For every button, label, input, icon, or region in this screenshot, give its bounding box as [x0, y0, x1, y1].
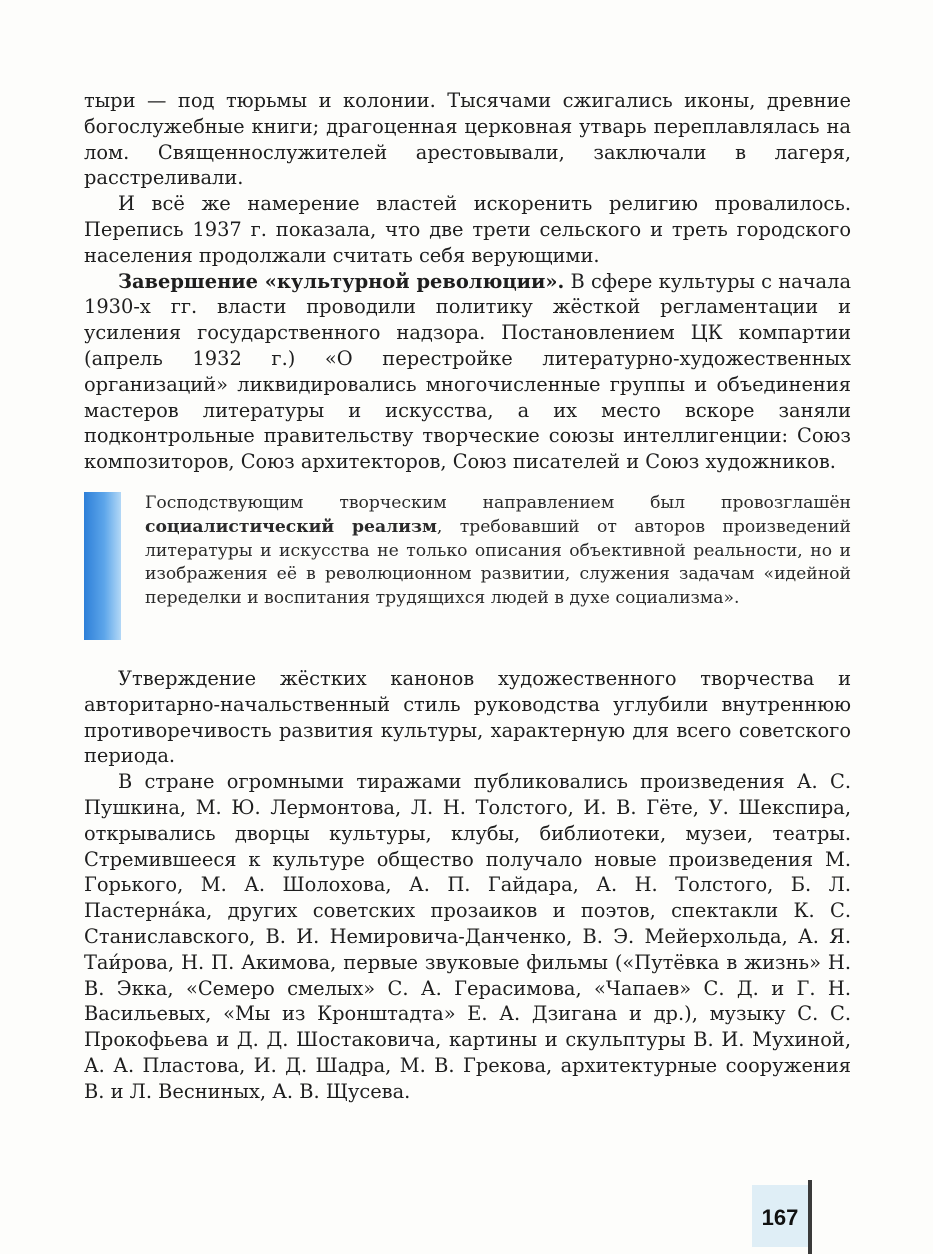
section-heading-inline: Завершение «культурной революции». [118, 269, 565, 293]
callout-text-after: , требовавший от авторов произведений литературы и искусства не только описания объективной реальности, но и изображения её в революционном развитии, служения задачам «идейной переделки и воспитания трудящихся людей в духе социализма». [145, 516, 852, 609]
section-body-text: В сфере культуры с начала 1930-х гг. власти проводили политику жёсткой регламентации и усиления государственного надзора. Постановлением ЦК компартии (апрель 1932 г.) «О перестройке литературно-художественных организаций» ликвидировались многочисленные группы и объединения мастеров литературы и искусства, а их место вскоре заняли подконтрольные правительству творческие союзы интеллигенции: Союз композиторов, Союз архитекторов, Союз писателей и Союз художников. [84, 269, 851, 474]
callout-text [145, 492, 851, 611]
paragraph-culture-achievements: В стране огромными тиражами публиковались произведения А. С. Пушкина, М. Ю. Лермонтова, Л. Н. Толстого, И. В. Гёте, У. Шекспира, открывались дворцы культуры, клубы, библиотеки, музеи, театры. Стремившееся к культуре общество получало новые произведения М. Горького, М. А. Шолохова, А. П. Гайдара, А. Н. Толстого, Б. Л. Пастерна́ка, других советских прозаиков и поэтов, спектакли К. С. Станиславского, В. И. Немировича-Данченко, В. Э. Мейерхольда, А. Я. Таи́рова, Н. П. Акимова, первые звуковые фильмы («Путёвка в жизнь» Н. В. Экка, «Семеро смелых» С. А. Герасимова, «Чапаев» С. Д. и Г. Н. Васильевых, «Мы из Кронштадта» Е. А. Дзигана и др.), музыку С. С. Прокофьева и Д. Д. Шостаковича, картины и скульптуры В. И. Мухиной, А. А. Пластова, И. Д. Шадра, М. В. Грекова, архитектурные сооружения В. и Л. Весниных, А. В. Щусева. [84, 770, 851, 1103]
callout-accent-bar [84, 492, 121, 640]
page-number: 167 [761, 1205, 799, 1230]
callout-text-before: Господствующим творческим направлением был провозглашён [145, 492, 851, 513]
paragraph-cultural-revolution [84, 269, 851, 475]
definition-callout [84, 492, 851, 640]
page-body [84, 88, 851, 1105]
paragraph-census-1937: И всё же намерение властей искоренить религию провалилось. Перепись 1937 г. показала, что две трети сельского и треть городского населения продолжали считать себя верующими. [84, 192, 851, 267]
page-number-rule [808, 1180, 812, 1254]
paragraph-religion-persecution: тыри — под тюрьмы и колонии. Тысячами сжигались иконы, древние богослужебные книги; драгоценная церковная утварь переплавлялась на лом. Священнослужителей арестовывали, заключали в лагеря, расстреливали. [84, 89, 851, 190]
callout-term: социалистический реализм [145, 516, 437, 537]
paragraph-canon-contradiction: Утверждение жёстких канонов художественного творчества и авторитарно-начальственный стиль руководства углубили внутреннюю противоречивость развития культуры, характерную для всего советского периода. [84, 666, 851, 768]
